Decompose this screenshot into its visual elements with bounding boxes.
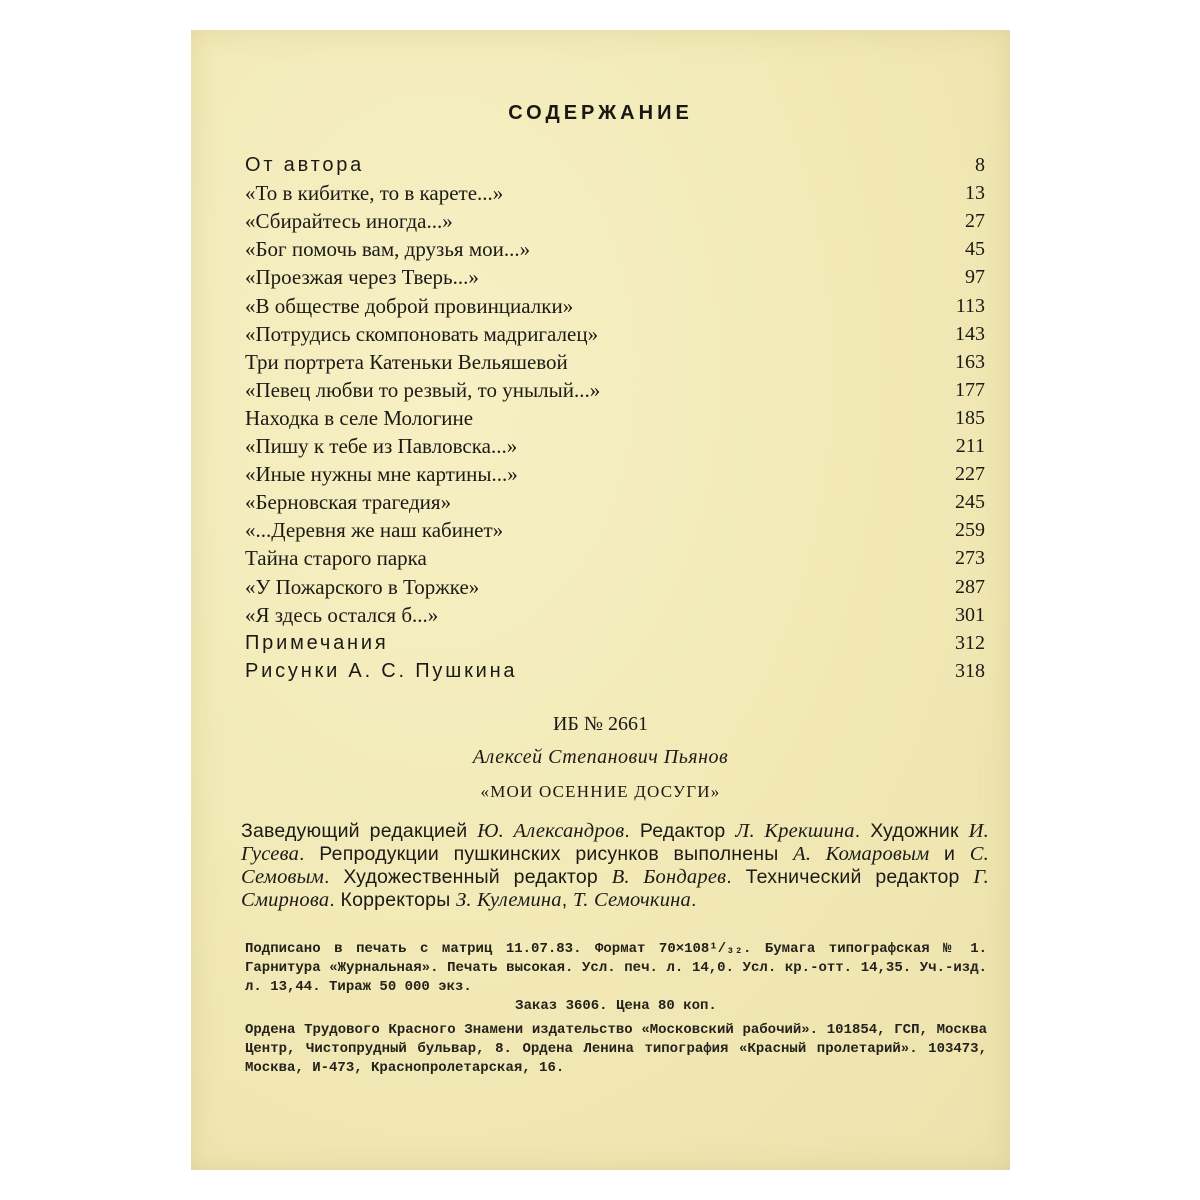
credits-text: Заведующий редакцией xyxy=(241,820,478,842)
credits-text: . Художественный редактор xyxy=(324,866,612,888)
credits-text: . Корректоры xyxy=(329,889,457,911)
toc-entry xyxy=(245,264,985,290)
toc-entry-page: 27 xyxy=(965,210,985,233)
toc-entry xyxy=(245,574,985,600)
toc-entry-title: «В обществе доброй провинциалки» xyxy=(245,293,574,318)
toc-entry-title: «Потрудись скомпоновать мадригалец» xyxy=(245,321,599,346)
print-details xyxy=(245,940,987,1016)
credits-name: Г. Смирнова xyxy=(241,866,990,911)
toc-entry-page: 113 xyxy=(955,294,985,317)
toc-entry xyxy=(245,630,985,656)
credits-name: Л. Крекшина xyxy=(735,820,855,842)
credits-text: . Репродукции пушкинских рисунков выполнены xyxy=(299,843,794,865)
book-title: «МОИ ОСЕННИЕ ДОСУГИ» xyxy=(480,782,721,801)
toc-entry xyxy=(245,377,985,403)
toc-entry-page: 273 xyxy=(955,547,985,570)
toc-entry-page: 312 xyxy=(955,631,985,654)
toc-entry-title: «Бог помочь вам, друзья мои...» xyxy=(245,237,531,262)
toc-entry xyxy=(245,545,985,571)
toc-entry-page: 97 xyxy=(965,266,985,289)
toc-entry-title: «Пишу к тебе из Павловска...» xyxy=(245,434,518,458)
toc-entry-page: 185 xyxy=(955,406,985,429)
toc-entry xyxy=(245,236,985,262)
toc-entry-title: Три портрета Катеньки Вельяшевой xyxy=(245,349,568,374)
publisher-details: Ордена Трудового Красного Знамени издательство «Московский рабочий». 101854, ГСП, Москва Центр, Чистопрудный бульвар, 8. Ордена Ленина типография «Красный пролетарий». 103473, Москва, И-473, Краснопролетарская, 16. xyxy=(245,1022,987,1076)
toc-entry-page: 143 xyxy=(955,322,985,345)
toc-entry xyxy=(245,517,985,543)
author-name: Алексей Степанович Пьянов xyxy=(472,746,729,768)
credits-name: Т. Семочкина xyxy=(572,889,691,911)
toc-entry-title: «Певец любви то резвый, то унылый...» xyxy=(245,377,601,402)
ib-number: ИБ № 2661 xyxy=(552,713,648,735)
credits-name: С. Семовым xyxy=(241,843,989,888)
contents-heading: СОДЕРЖАНИЕ xyxy=(508,102,693,124)
credits-name: А. Комаровым xyxy=(793,843,930,865)
toc-entry-title: Находка в селе Мологине xyxy=(245,405,474,430)
credits-text: и xyxy=(929,843,970,865)
toc-entry-title: Примечания xyxy=(245,631,389,654)
credits-name: Ю. Александров xyxy=(477,820,625,842)
book-page xyxy=(191,30,1010,1170)
toc-entry-title: «Я здесь остался б...» xyxy=(245,602,439,627)
toc-entry-page: 8 xyxy=(975,154,985,176)
toc-entry xyxy=(245,180,985,206)
toc-entry-page: 318 xyxy=(955,659,985,682)
toc-entry-title: «Берновская трагедия» xyxy=(245,490,452,515)
toc-entry-title: «Иные нужны мне картины...» xyxy=(245,462,518,487)
credits-text: . xyxy=(691,889,697,911)
toc-entry-page: 177 xyxy=(955,378,985,401)
toc-entry xyxy=(245,405,985,431)
toc-entry-page: 245 xyxy=(955,491,985,514)
toc-entry xyxy=(245,658,985,684)
credits-text: , xyxy=(561,889,573,911)
credits-name: З. Кулемина xyxy=(456,889,562,911)
toc-entry-page: 301 xyxy=(955,603,985,626)
credits-paragraph xyxy=(241,820,989,912)
toc-entry xyxy=(245,321,985,347)
toc-entry xyxy=(245,602,985,628)
credits-name: В. Бондарев xyxy=(611,866,727,888)
credits-text: . Технический редактор xyxy=(726,866,974,888)
toc-entry-title: Рисунки А. С. Пушкина xyxy=(245,659,518,682)
toc-entry-page: 45 xyxy=(965,238,985,261)
toc-entry-title: «У Пожарского в Торжке» xyxy=(245,574,480,599)
toc-entry xyxy=(245,208,985,234)
toc-entry xyxy=(245,293,985,319)
toc-entry xyxy=(245,461,985,487)
order-price: Заказ 3606. Цена 80 коп. xyxy=(515,998,717,1014)
toc-entry xyxy=(245,433,985,459)
toc-entry-title: «Сбирайтесь иногда...» xyxy=(245,209,453,234)
toc-entry-page: 211 xyxy=(955,435,985,457)
toc-entry xyxy=(245,349,985,375)
toc-entry-page: 287 xyxy=(955,575,985,598)
toc-entry-title: От автора xyxy=(245,154,365,176)
credits-text: . Редактор xyxy=(624,820,736,842)
toc-entry-page: 227 xyxy=(955,463,985,486)
toc-entry-page: 163 xyxy=(955,350,985,373)
credits-name: И. Гусева xyxy=(241,820,989,865)
toc-entry-page: 259 xyxy=(955,519,985,542)
print-specs: Подписано в печать с матриц 11.07.83. Формат 70×108¹/₃₂. Бумага типографская № 1. Гарнитура «Журнальная». Печать высокая. Усл. печ. л. 14,0. Усл. кр.-отт. 14,35. Уч.-изд. л. 13,44. Тираж 50 000 экз. xyxy=(245,941,987,995)
toc-entry-title: «Проезжая через Тверь...» xyxy=(245,265,479,290)
credits-text: . Художник xyxy=(854,820,969,842)
toc-entry-title: «...Деревня же наш кабинет» xyxy=(245,518,504,543)
toc-entry-title: Тайна старого парка xyxy=(245,546,427,571)
toc-entry xyxy=(245,152,985,178)
toc-entry xyxy=(245,489,985,515)
toc-entry-page: 13 xyxy=(965,182,985,205)
toc-entry-title: «То в кибитке, то в карете...» xyxy=(245,181,504,206)
